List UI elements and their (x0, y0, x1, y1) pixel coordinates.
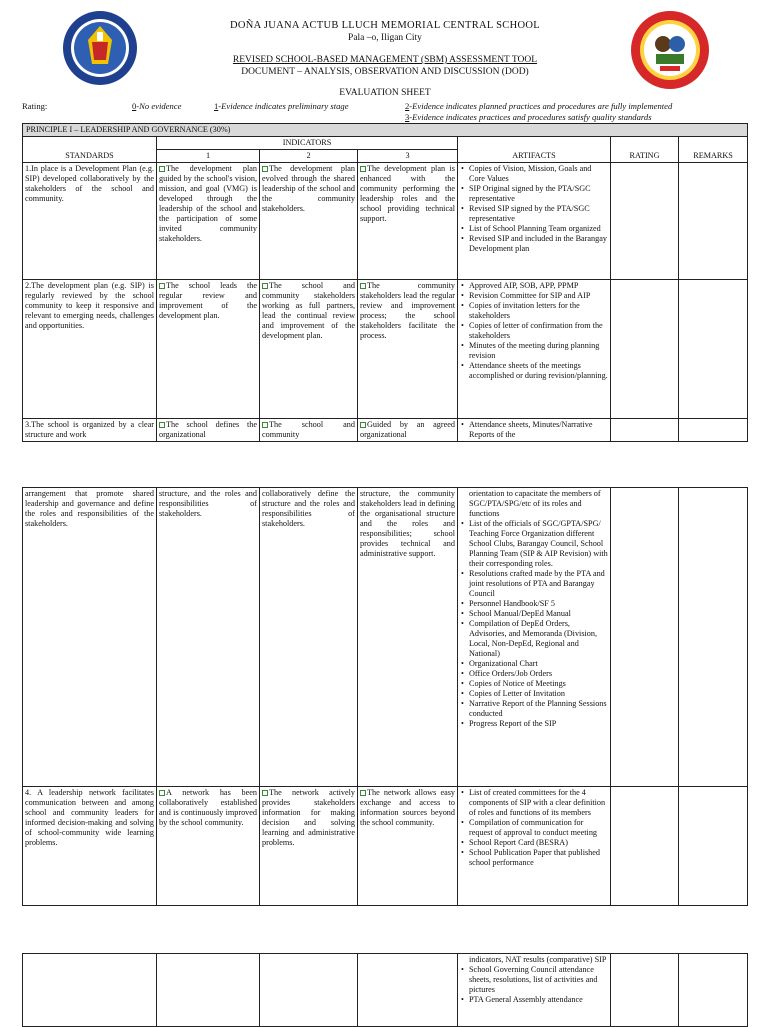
artifacts-4 (458, 787, 611, 906)
checkbox-icon[interactable] (159, 790, 165, 796)
checkbox-icon[interactable] (360, 166, 366, 172)
indicator-text: The development plan guided by the school's vision, mission, and goal (VMG) is developed through the leadership of the school and the participation of some invited community stakeholders. (159, 164, 257, 243)
checkbox-icon[interactable] (360, 422, 366, 428)
indicator-cell[interactable] (157, 954, 260, 1027)
assessment-table-page-1 (22, 123, 748, 442)
list-item: • List of created committees for the 4 components of SIP with a clear definition of roles and functions of its members (467, 788, 608, 818)
indicator-text: The school leads the regular review and improvement of the development plan. (159, 281, 257, 320)
evaluation-sheet-title: EVALUATION SHEET (339, 88, 431, 98)
rating-1-number: 1 (214, 101, 219, 111)
rating-cell[interactable] (611, 488, 679, 787)
standard-cell (23, 954, 157, 1027)
indicator-cell[interactable] (358, 954, 458, 1027)
list-item: • School Manual/DepEd Manual (467, 609, 608, 619)
list-item: • Organizational Chart (467, 659, 608, 669)
indicator-2-3[interactable] (358, 280, 458, 419)
indicator-text: A network has been collaboratively established and is continuously improved by the school community. (159, 788, 257, 827)
rating-0-number: 0 (132, 101, 137, 111)
standards-header: STANDARDS (23, 137, 157, 163)
list-item: • Copies of Notice of Meetings (467, 679, 608, 689)
artifacts-1 (458, 163, 611, 280)
rating-cell[interactable] (611, 419, 679, 442)
checkbox-icon[interactable] (159, 422, 165, 428)
rating-2-number: 2 (405, 101, 410, 111)
indicator-text: The community stakeholders lead the regular review and improvement process; the school stakeholders facilitate the process. (360, 281, 455, 340)
checkbox-icon[interactable] (360, 283, 366, 289)
list-item: • Approved AIP, SOB, APP, PPMP (467, 281, 608, 291)
list-item: • Revised SIP and included in the Barangay Development plan (467, 234, 608, 254)
list-item: • List of the officials of SGC/GPTA/SPG/ Teaching Force Organization different School Clubs, Barangay Council, School Planning Team (SIP & AIP Revision) with their corresponding roles. (467, 519, 608, 569)
indicator-3-1-cont[interactable]: structure, and the roles and responsibilities of stakeholders. (157, 488, 260, 787)
checkbox-icon[interactable] (262, 166, 268, 172)
list-item: • Copies of Vision, Mission, Goals and Core Values (467, 164, 608, 184)
indicator-3-1[interactable] (157, 419, 260, 442)
tool-title: REVISED SCHOOL-BASED MANAGEMENT (SBM) ASSESSMENT TOOL (232, 55, 538, 65)
list-item: • School Report Card (BESRA) (467, 838, 608, 848)
table-row (23, 954, 748, 1027)
standard-4: 4. A leadership network facilitates communication between and among school and community leaders for informed decision-making and solving of school-community wide learning problems. (23, 787, 157, 906)
artifacts-3 (458, 419, 611, 442)
rating-1-text: -Evidence indicates preliminary stage (218, 101, 349, 111)
indicator-1-header: 1 (157, 150, 260, 163)
indicator-1-2[interactable] (260, 163, 358, 280)
rating-3 (405, 112, 652, 122)
list-item: • Revised SIP signed by the PTA/SGC representative (467, 204, 608, 224)
checkbox-icon[interactable] (159, 283, 165, 289)
indicators-header: INDICATORS (157, 137, 458, 150)
document-title: DOCUMENT – ANALYSIS, OBSERVATION AND DISCUSSION (DOD) (241, 67, 529, 77)
list-item: • Compilation of communication for request of approval to conduct meeting (467, 818, 608, 838)
principle-row (23, 124, 748, 137)
rating-cell[interactable] (611, 954, 679, 1027)
indicator-4-1[interactable] (157, 787, 260, 906)
list-item: • Copies of invitation letters for the stakeholders (467, 301, 608, 321)
artifacts-header: ARTIFACTS (458, 137, 611, 163)
checkbox-icon[interactable] (159, 166, 165, 172)
table-row (23, 488, 748, 787)
indicator-3-header: 3 (358, 150, 458, 163)
indicator-text: The development plan evolved through the shared leadership of the school and the community stakeholders. (262, 164, 355, 213)
indicator-3-3-cont[interactable]: structure, the community stakeholders lead in defining the organisational structure and the roles and responsibilities; school provides technical and administrative support. (358, 488, 458, 787)
remarks-header: REMARKS (679, 137, 748, 163)
page-1 (0, 0, 768, 450)
table-row (23, 280, 748, 419)
indicator-3-2[interactable] (260, 419, 358, 442)
assessment-table-page-3 (22, 953, 748, 1027)
indicator-text: The school and community stakeholders working as full partners, lead the continual review and improvement of the development plan. (262, 281, 355, 340)
assessment-table-page-2 (22, 487, 748, 906)
remarks-cell[interactable] (679, 163, 748, 280)
list-item: • Copies of Letter of Invitation (467, 689, 608, 699)
indicator-4-2[interactable] (260, 787, 358, 906)
remarks-cell[interactable] (679, 488, 748, 787)
standard-2: 2.The development plan (e.g. SIP) is regularly reviewed by the school community to keep it responsive and relevant to emerging needs, challenges and opportunities. (23, 280, 157, 419)
rating-label: Rating: (22, 101, 48, 111)
remarks-cell[interactable] (679, 954, 748, 1027)
rating-cell[interactable] (611, 280, 679, 419)
remarks-cell[interactable] (679, 787, 748, 906)
school-location: Pala –o, Iligan City (348, 33, 422, 43)
indicator-3-3[interactable] (358, 419, 458, 442)
list-item: • Attendance sheets of the meetings accomplished or during revision/planning. (467, 361, 608, 381)
rating-3-number: 3 (405, 112, 410, 122)
indicator-text: Guided by an agreed organizational (360, 420, 455, 439)
list-item: • Resolutions crafted made by the PTA and joint resolutions of PTA and Barangay Council (467, 569, 608, 599)
list-item: • Office Orders/Job Orders (467, 669, 608, 679)
artifacts-3-cont (458, 488, 611, 787)
header-row-1 (23, 137, 748, 150)
indicator-1-1[interactable] (157, 163, 260, 280)
list-item: • Compilation of DepEd Orders, Advisories, and Memoranda (Division, Local, Non-DepEd, Regional and National) (467, 619, 608, 659)
list-item: • SIP Original signed by the PTA/SGC representative (467, 184, 608, 204)
list-item: • School Publication Paper that published school performance (467, 848, 608, 868)
checkbox-icon[interactable] (262, 790, 268, 796)
indicator-text: The development plan is enhanced with the community performing the leadership roles and the school providing technical support. (360, 164, 455, 223)
standard-3-cont: arrangement that promote shared leadership and governance and define the roles and responsibilities of the stakeholders. (23, 488, 157, 787)
table-row (23, 787, 748, 906)
table-row (23, 163, 748, 280)
rating-0-text: -No evidence (136, 101, 182, 111)
checkbox-icon[interactable] (360, 790, 366, 796)
indicator-text: The network allows easy exchange and access to information sources beyond the school community. (360, 788, 455, 827)
list-item: • Narrative Report of the Planning Sessions conducted (467, 699, 608, 719)
standard-1: 1.In place is a Development Plan (e.g. SIP) developed collaboratively by the stakeholders of the school and community. (23, 163, 157, 280)
list-item: orientation to capacitate the members of SGC/PTA/SPG/etc of its roles and functions (469, 489, 601, 518)
rating-cell[interactable] (611, 163, 679, 280)
indicator-2-1[interactable] (157, 280, 260, 419)
standard-3: 3.The school is organized by a clear structure and work (23, 419, 157, 442)
list-item: indicators, NAT results (comparative) SIP (469, 955, 607, 964)
indicator-text: The school and community (262, 420, 355, 439)
indicator-2-2[interactable] (260, 280, 358, 419)
rating-3-text: -Evidence indicates practices and procedures satisfy quality standards (409, 112, 652, 122)
list-item: • Revision Committee for SIP and AIP (467, 291, 608, 301)
table-row (23, 419, 748, 442)
indicator-4-3[interactable] (358, 787, 458, 906)
indicator-text: The network actively provides stakeholders information for making decision and solving learning and administrative problems. (262, 788, 355, 847)
remarks-cell[interactable] (679, 419, 748, 442)
principle-title: PRINCIPLE I – LEADERSHIP AND GOVERNANCE (30%) (23, 124, 748, 137)
indicator-1-3[interactable] (358, 163, 458, 280)
rating-header: RATING (611, 137, 679, 163)
list-item: • PTA General Assembly attendance (467, 995, 608, 1005)
remarks-cell[interactable] (679, 280, 748, 419)
school-seal-logo (630, 10, 710, 90)
list-item: • Personnel Handbook/SF 5 (467, 599, 608, 609)
checkbox-icon[interactable] (262, 422, 268, 428)
deped-seal-logo (62, 10, 138, 86)
checkbox-icon[interactable] (262, 283, 268, 289)
rating-2-text: -Evidence indicates planned practices and procedures are fully implemented (409, 101, 673, 111)
indicator-2-header: 2 (260, 150, 358, 163)
list-item: • List of School Planning Team organized (467, 224, 608, 234)
rating-1 (214, 101, 349, 111)
list-item: • Attendance sheets, Minutes/Narrative Reports of the (467, 420, 608, 440)
indicator-cell[interactable] (260, 954, 358, 1027)
rating-2 (405, 101, 672, 111)
list-item: • Minutes of the meeting during planning revision (467, 341, 608, 361)
list-item: • Copies of letter of confirmation from the stakeholders (467, 321, 608, 341)
rating-cell[interactable] (611, 787, 679, 906)
artifacts-2 (458, 280, 611, 419)
rating-0 (132, 101, 181, 111)
school-name: DOÑA JUANA ACTUB LLUCH MEMORIAL CENTRAL SCHOOL (230, 20, 540, 31)
indicator-3-2-cont[interactable]: collaboratively define the structure and the roles and responsibilities of stakeholders. (260, 488, 358, 787)
list-item: • School Governing Council attendance sheets, resolutions, list of activities and pictures (467, 965, 608, 995)
indicator-text: The school defines the organizational (159, 420, 257, 439)
artifacts-4-cont (458, 954, 611, 1027)
list-item: • Progress Report of the SIP (467, 719, 608, 729)
